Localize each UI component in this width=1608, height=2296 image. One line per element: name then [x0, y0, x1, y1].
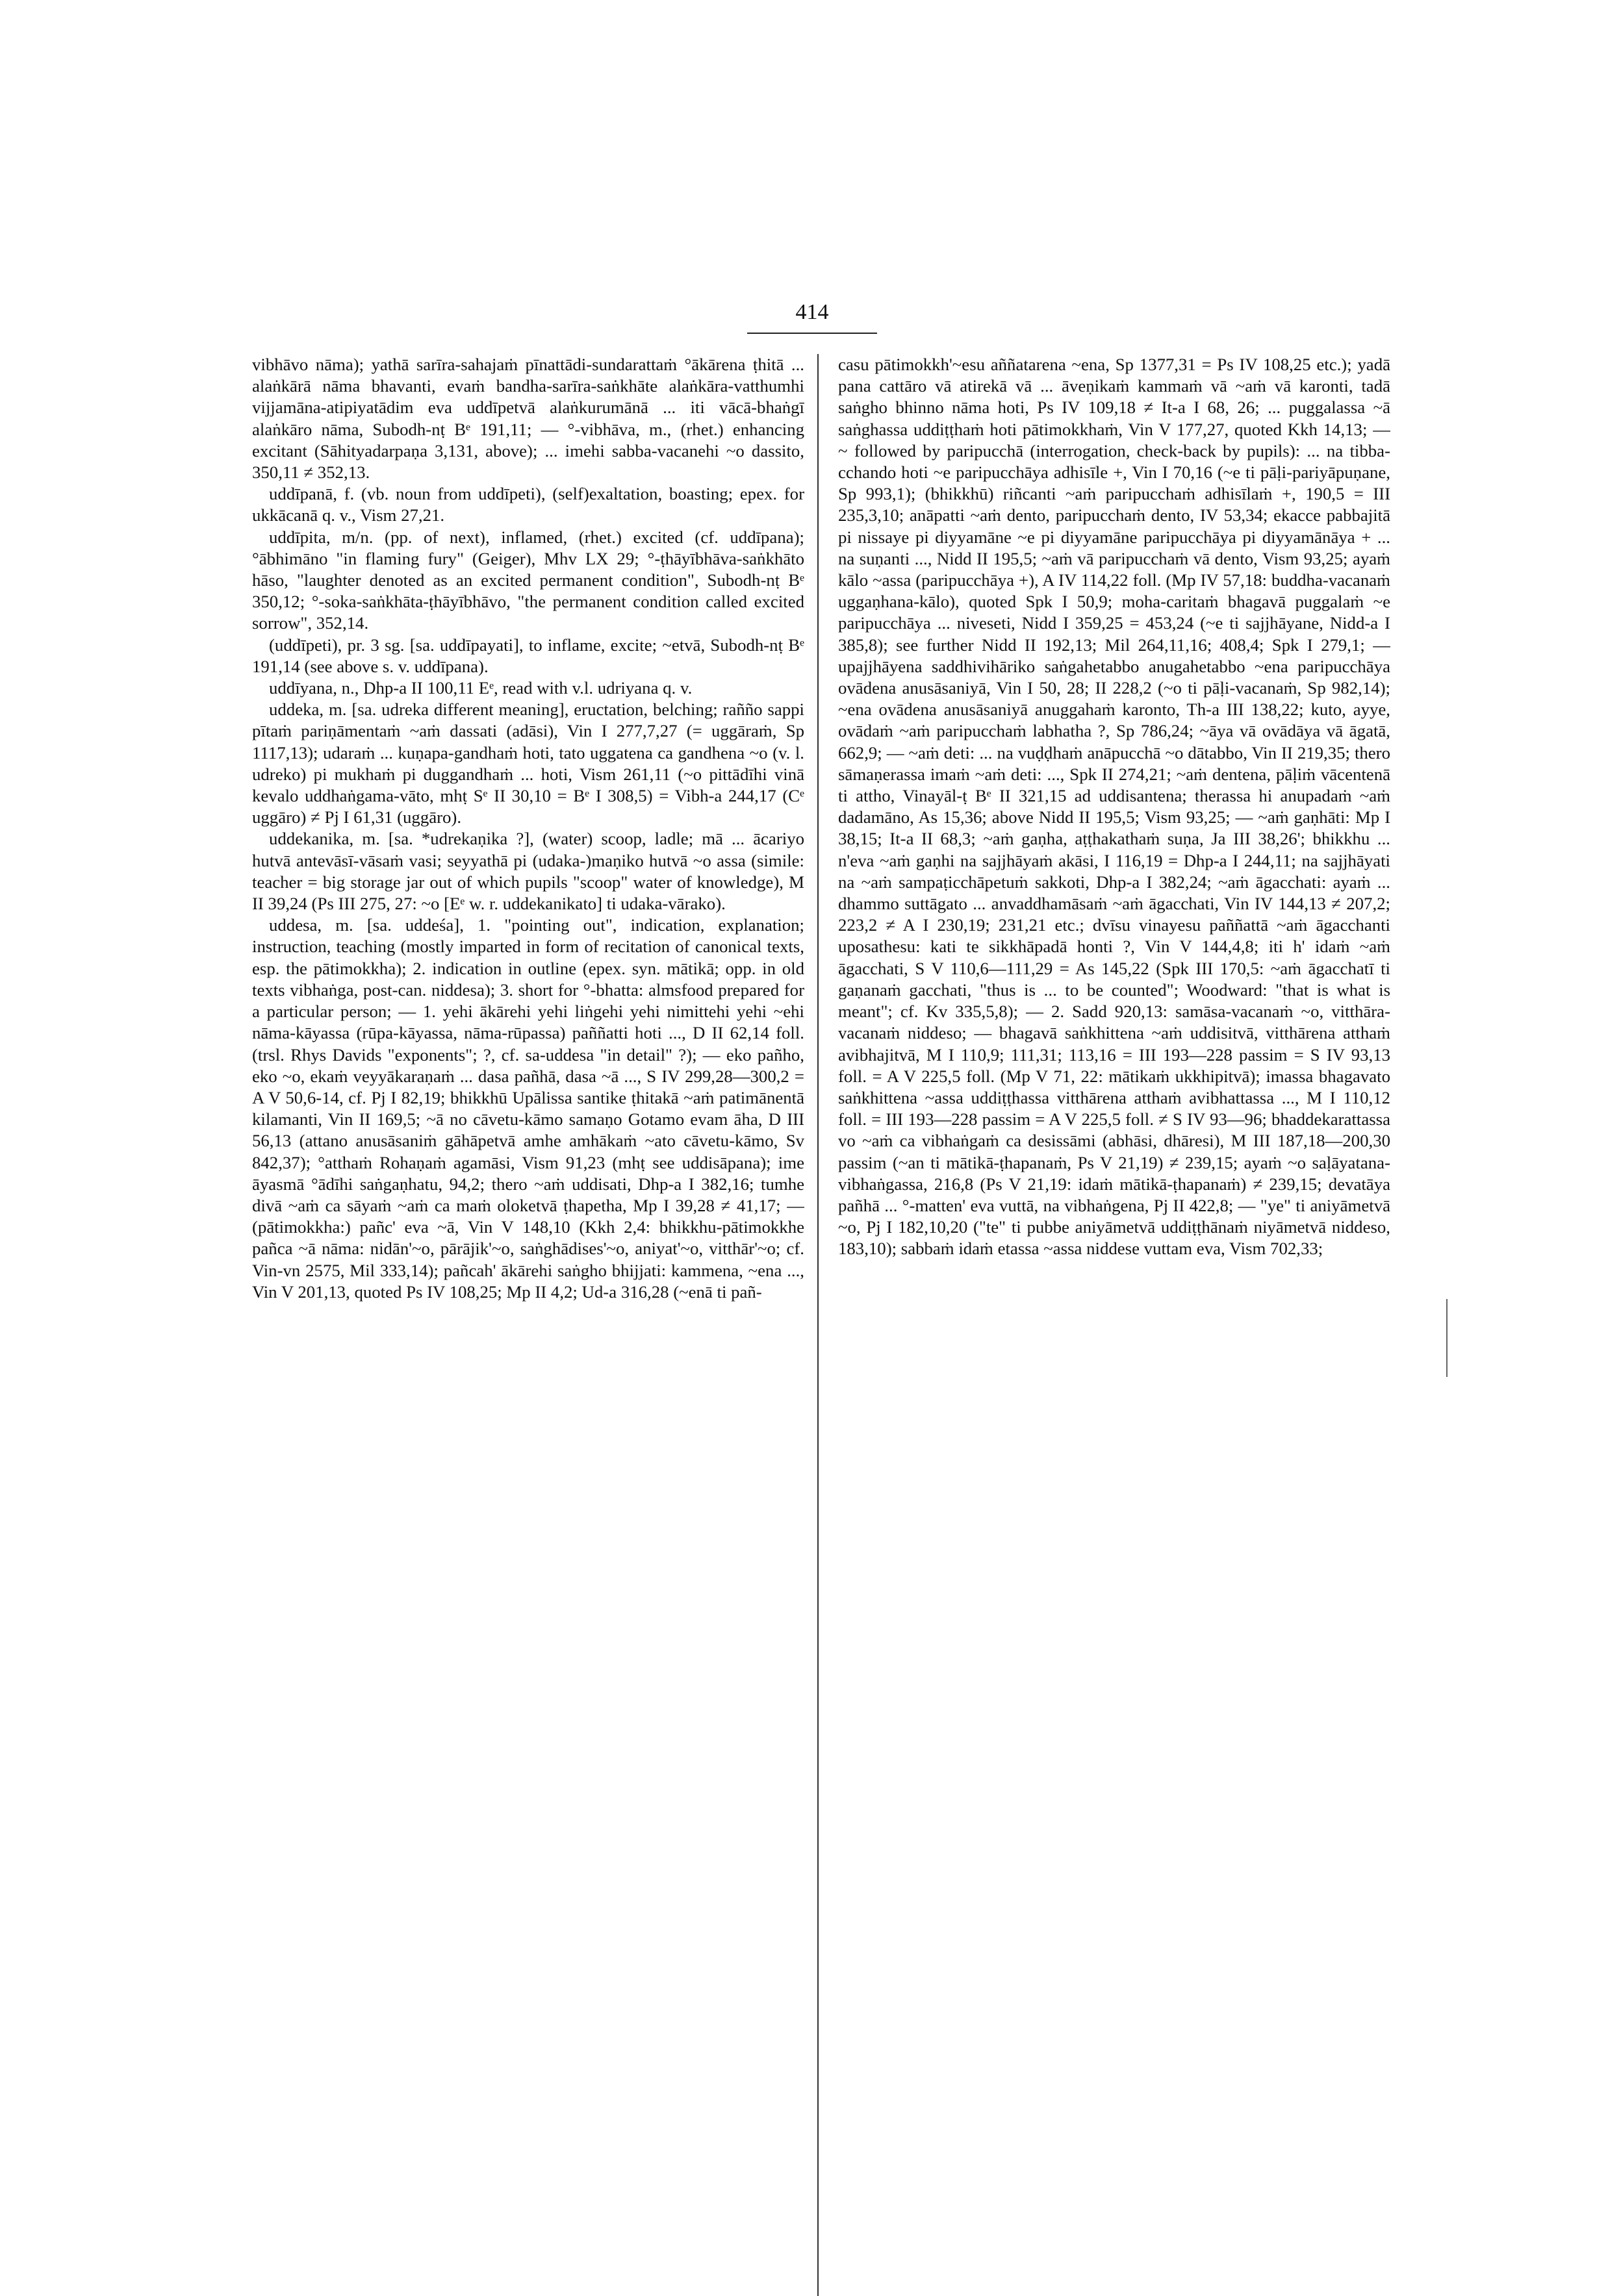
entry-uddesa-continued: casu pātimokkh'~esu aññatarena ~ena, Sp 1377,31 = Ps IV 108,25 etc.); yadā pana cattāro vā atirekā vā ... āveṇikaṁ kammaṁ vā ~aṁ vā karonti, tadā saṅgho bhinno nāma hoti, Ps IV 109,18 ≠ It-a I 68, 26; ... puggalassa ~ā saṅghassa uddiṭṭhaṁ hoti pātimokkhaṁ, Vin V 177,27, quoted Kkh 14,13; — ~ followed by paripucchā (interrogation, check-back by pupils): ... na tibba-cchando hoti ~e paripucchāya adhisīle +, Vin I 70,16 (~e ti pāḷi-pariyāpuṇane, Sp 993,1); (bhikkhū) riñcanti ~aṁ paripucchaṁ adhisīlaṁ +, 190,5 = III 235,3,10; anāpatti ~aṁ dento, paripucchaṁ dento, IV 53,34; ekacce pabbajitā pi nissaye pi diyyamāne ~e pi diyyamāne paripucchāya pi diyyamānāya + ... na suṇanti ..., Nidd II 195,5; ~aṁ vā paripucchaṁ vā dento, Vism 93,25; ayaṁ kālo ~assa (paripucchāya +), A IV 114,22 foll. (Mp IV 57,18: buddha-vacanaṁ uggaṇhana-kālo), quoted Spk I 50,9; moha-caritaṁ bhagavā puggalaṁ ~e paripucchāya ... niveseti, Nidd I 359,25 = 453,24 (~e ti sajjhāyane, Nidd-a I 385,8); see further Nidd II 192,13; Mil 264,11,16; 408,4; Spk I 279,1; — upajjhāyena saddhivihāriko saṅgahetabbo anugahetabbo ~ena paripucchāya ovādena anusāsaniyā, Vin I 50, 28; II 228,2 (~o ti pāḷi-vacanaṁ, Sp 982,14); ~ena ovādena anusāsaniyā anuggahaṁ karonto, Th-a III 138,22; kuto, ayye, ovādaṁ ~aṁ paripucchaṁ labhatha ?, Sp 786,24; ~āya vā ovādāya vā āgatā, 662,9; — ~aṁ deti: ... na vuḍḍhaṁ anāpucchā ~o dātabbo, Vin II 219,35; thero sāmaṇerassa imaṁ ~aṁ deti: ..., Spk II 274,21; ~aṁ dentena, pāḷiṁ vācentenā ti attho, Vinayāl-ṭ Bᵉ II 321,15 ad uddisantena; therassa hi anupadaṁ ~aṁ dadamāno, As 15,36; above Nidd II 195,5; Vism 93,25; — ~aṁ gaṇhāti: Mp I 38,15; It-a II 68,3; ~aṁ gaṇha, aṭṭhakathaṁ suṇa, Ja III 38,26'; bhikkhu ... n'eva ~aṁ gaṇhi na sajjhāyaṁ akāsi, I 116,19 = Dhp-a I 244,11; na sajjhāyati na ~aṁ sampaṭicchāpetuṁ sakkoti, Dhp-a I 382,24; ~aṁ āgacchati: ayaṁ ... dhammo suttāgato ... anvaddhamāsaṁ ~aṁ āgacchati, Vin IV 144,13 ≠ 207,2; 223,2 ≠ A I 230,19; 231,21 etc.; dvīsu vinayesu paññattā ~aṁ āgacchanti uposathesu: kati te sikkhāpadā honti ?, Vin V 144,4,8; iti h' idaṁ ~aṁ āgacchati, S V 110,6—111,29 = As 145,22 (Spk III 170,5: ~aṁ āgacchatī ti gaṇanaṁ gacchati, "thus is ... to be counted"; Woodward: "that is what is meant"; cf. Kv 335,5,8); — 2. Sadd 920,13: samāsa-vacanaṁ ~o, vitthāra-vacanaṁ niddeso; — bhagavā saṅkhittena ~aṁ uddisitvā, vitthārena atthaṁ avibhajitvā, M I 110,9; 111,31; 113,16 = III 193—228 passim = S IV 93,13 foll. = A V 225,5 foll. (Mp V 71, 22: mātikaṁ ukkhipitvā); imassa bhagavato saṅkhittena ~assa uddiṭṭhassa vitthārena atthaṁ avibhattassa ..., M I 110,12 foll. = III 193—228 passim = A V 225,5 foll. ≠ S IV 93—96; bhaddekarattassa vo ~aṁ ca vibhaṅgaṁ ca desissāmi (abhāsi, dhāresi), M III 187,18—200,30 passim (~an ti mātikā-ṭhapanaṁ, Ps V 21,19) ≠ 239,15; ayaṁ ~o saḷāyatana-vibhaṅgassa, 216,8 (Ps V 21,19: idaṁ mātikā-ṭhapanaṁ) ≠ 239,15; devatāya pañhā ... °-matten' eva vuttā, na vibhaṅgena, Pj II 422,8; — "ye" ti aniyāmetvā ~o, Pj I 182,10,20 ("te" ti pubbe aniyāmetvā uddiṭṭhānaṁ niyāmetvā niddeso, 183,10); sabbaṁ idaṁ etassa ~assa niddese vuttam eva, Vism 702,33;: [838, 355, 1390, 1259]
column-divider: [817, 354, 819, 2296]
entry-uddiyana: uddīyana, n., Dhp-a II 100,11 Eᵉ, read with v.l. udriyana q. v.: [269, 678, 693, 698]
left-column: [252, 354, 804, 2296]
margin-mark: [1446, 1299, 1448, 1377]
entry-uddipana: uddīpanā, f. (vb. noun from uddīpeti), (self)exaltation, boasting; epex. for ukkācanā q. v., Vism 27,21.: [252, 484, 804, 525]
entry-uddipeti: (uddīpeti), pr. 3 sg. [sa. uddīpayati], to inflame, excite; ~etvā, Subodh-nṭ Bᵉ 191,14 (see above s. v. uddīpana).: [252, 635, 804, 676]
right-column: [838, 354, 1390, 2296]
entry-paragraph: vibhāvo nāma); yathā sarīra-sahajaṁ pīnattādi-sundarattaṁ °ākārena ṭhitā ... alaṅkārā nāma bhavanti, evaṁ bandha-sarīra-saṅkhāte alaṅkāra-vatthumhi vijjamāna-atipiyatādim eva uddīpetvā alaṅkurumānā ... iti vācā-bhaṅgī alaṅkāro nāma, Subodh-nṭ Bᵉ 191,11; — °-vibhāva, m., (rhet.) enhancing excitant (Sāhityadarpaṇa 3,131, above); ... imehi sabba-vacanehi ~o dassito, 350,11 ≠ 352,13.: [252, 355, 804, 483]
entry-uddeka: uddeka, m. [sa. udreka different meaning], eructation, belching; rañño sappi pītaṁ pariṇāmentaṁ ~aṁ dassati (adāsi), Vin I 277,7,27 (= uggāraṁ, Sp 1117,13); udaraṁ ... kuṇapa-gandhaṁ hoti, tato uggatena ca gandhena ~o (v. l. udreko) pi mukhaṁ pi duggandhaṁ ... hoti, Vism 261,11 (~o pittādīhi vinā kevalo uddhaṅgama-vāto, mhṭ Sᵉ II 30,10 = Bᵉ I 308,5) = Vibh-a 244,17 (Cᵉ uggāro) ≠ Pj I 61,31 (uggāro).: [252, 700, 804, 827]
entry-uddesa: uddesa, m. [sa. uddeśa], 1. "pointing out", indication, explanation; instruction, teaching (mostly imparted in form of recitation of canonical texts, esp. the pātimokkha); 2. indication in outline (epex. syn. mātikā; opp. in old texts vibhaṅga, post-can. niddesa); 3. short for °-bhatta: almsfood prepared for a particular person; — 1. yehi ākārehi yehi liṅgehi yehi nimittehi yehi ~ehi nāma-kāyassa (rūpa-kāyassa, nāma-rūpassa) paññatti hoti ..., D II 62,14 foll. (trsl. Rhys Davids "exponents"; ?, cf. sa-uddesa "in detail" ?); — eko pañho, eko ~o, ekaṁ veyyākaraṇaṁ ... dasa pañhā, dasa ~ā ..., S IV 299,28—300,2 = A V 50,6-14, cf. Pj I 82,19; bhikkhū Upālissa santike ṭhitakā ~aṁ patimānentā kilamanti, Vin II 169,5; ~ā no cāvetu-kāmo samaṇo Gotamo evam āha, D III 56,13 (attano anusāsaniṁ gāhāpetvā amhe amhākaṁ ~ato cāvetu-kāmo, Sv 842,37); °atthaṁ Rohaṇaṁ agamāsi, Vism 91,23 (mhṭ see uddisāpana); ime āyasmā °ādīhi saṅgaṇhatu, 94,2; thero ~aṁ uddisati, Dhp-a I 382,16; tumhe divā ~aṁ ca sāyaṁ ~aṁ ca maṁ oloketvā ṭhapetha, Mp I 39,28 ≠ 41,17; — (pātimokkha:) pañc' eva ~ā, Vin V 148,10 (Kkh 2,4: bhikkhu-pātimokkhe pañca ~ā nāma: nidān'~o, pārājik'~o, saṅghādises'~o, aniyat'~o, vitthār'~o; cf. Vin-vn 2575, Mil 333,14); pañcah' ākārehi saṅgho bhijjati: kammena, ~ena ..., Vin V 201,13, quoted Ps IV 108,25; Mp II 4,2; Ud-a 316,28 (~enā ti pañ-: [252, 915, 804, 1302]
page-number: 414: [795, 300, 829, 324]
header-rule: [747, 333, 877, 334]
entry-uddekanika: uddekanika, m. [sa. *udrekaṇika ?], (water) scoop, ladle; mā ... ācariyo hutvā antevāsī-vāsaṁ vasi; seyyathā pi (udaka-)maṇiko hutvā ~o assa (simile: teacher = big storage jar out of which pupils "scoop" water of knowledge), M II 39,24 (Ps III 275, 27: ~o [Eᵉ w. r. uddekanikato] ti udaka-vārako).: [252, 829, 804, 914]
entry-uddipita: uddīpita, m/n. (pp. of next), inflamed, (rhet.) excited (cf. uddīpana); °ābhimāno "in flaming fury" (Geiger), Mhv LX 29; °-ṭhāyībhāva-saṅkhāto hāso, "laughter denoted as an excited permanent condition", Subodh-nṭ Bᵉ 350,12; °-soka-saṅkhāta-ṭhāyībhāvo, "the permanent condition called excited sorrow", 352,14.: [252, 527, 804, 633]
